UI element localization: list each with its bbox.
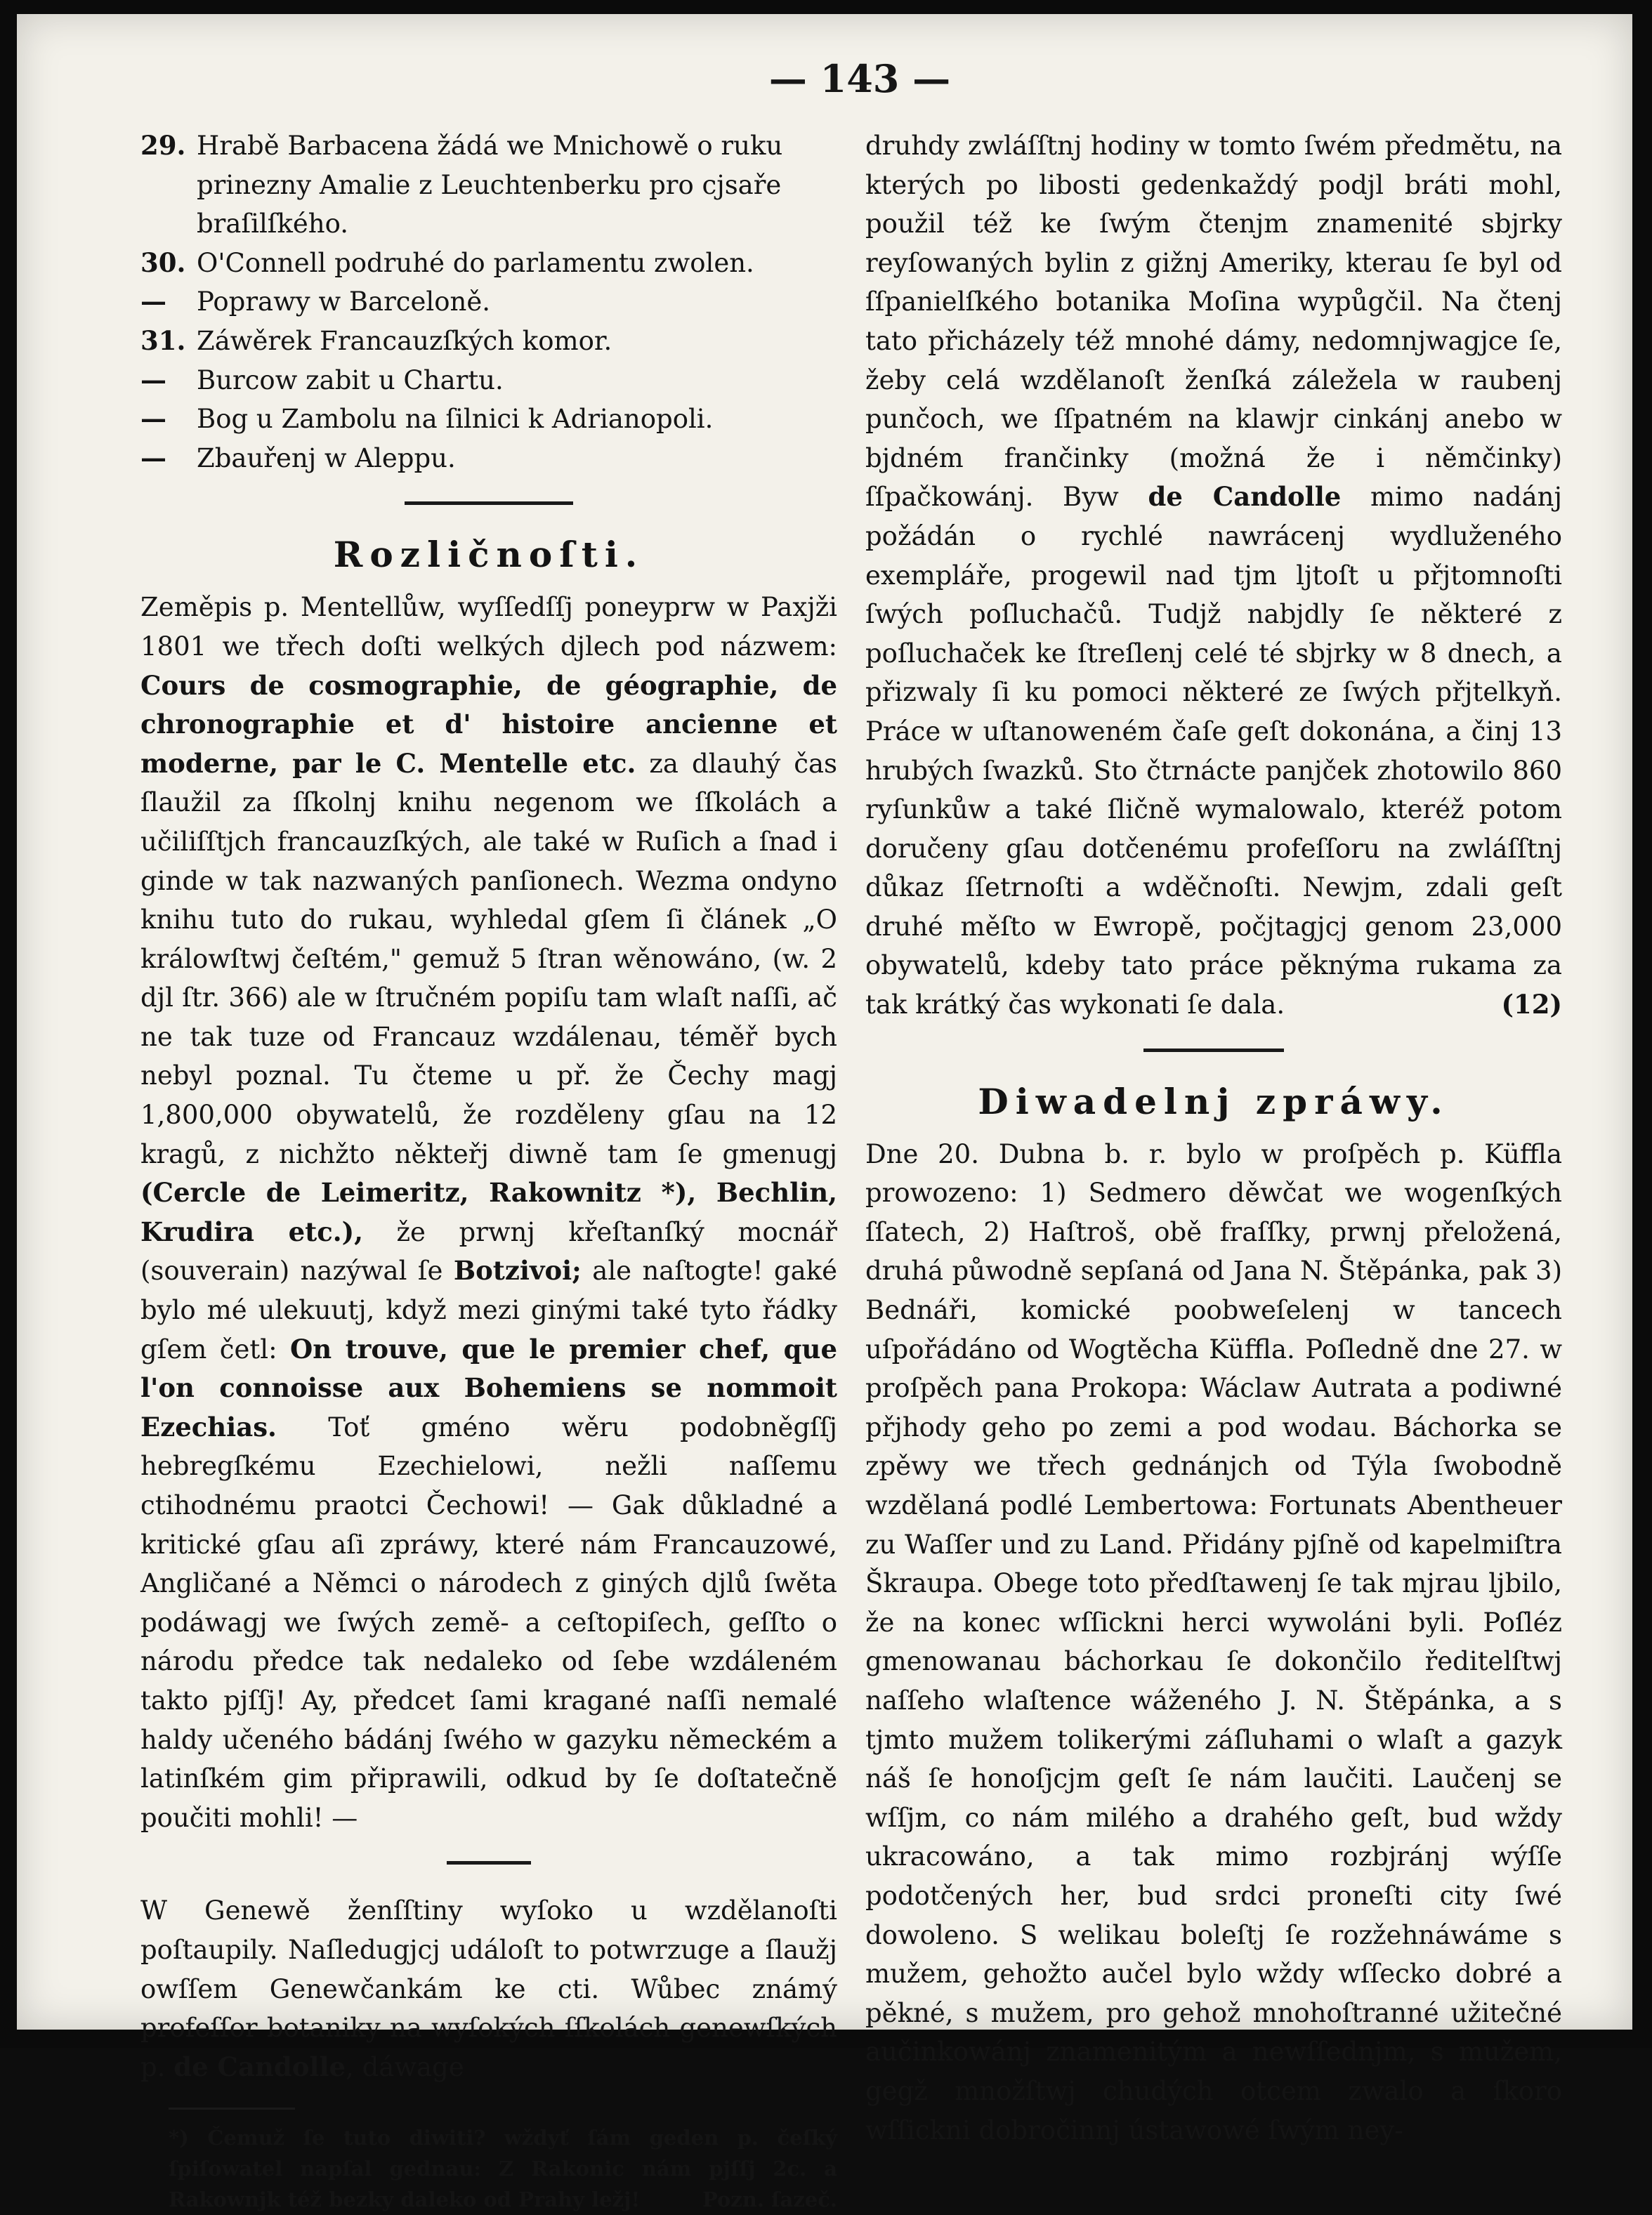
- right-column: [865, 126, 1562, 2150]
- chronicle-text: Poprawy w Barceloně.: [197, 287, 491, 317]
- section-heading-rozlicnosti: Rozličnoſti.: [333, 534, 645, 576]
- french-citation: (Cercle de Leimeritz, Rakownitz *), Bechlin, Krudira etc.),: [140, 1177, 837, 1247]
- text-run: ale naſtogte! gaké bylo mé ulekuutj, když mezi ginými také tyto řádky gſem četl:: [140, 1256, 837, 1365]
- article-geneva-continued: [865, 126, 1562, 1025]
- chronicle-text: Zbauřenj w Aleppu.: [197, 442, 456, 473]
- text-run: W Genewě ženſſtiny wyſoko u wzdělanoſti poſtaupily. Naſledugjcj událoſt to potwrzuge a ſlaužj owſſem Genewčankám ke cti. Wůbec známý profeſſor botaniky na wyſokých ſſkolách genewſkých p.: [140, 1895, 837, 2082]
- chronicle-day: 30.: [140, 247, 186, 278]
- chronicle-item: [140, 439, 837, 478]
- footnote-divider: [169, 2108, 295, 2110]
- chronicle-day: —: [140, 403, 166, 435]
- chronicle-item: [140, 400, 837, 439]
- chronicle-day: —: [140, 364, 166, 395]
- chronicle-day: —: [140, 442, 166, 473]
- paper-sheet: [17, 14, 1632, 2212]
- chronicle-day: 31.: [140, 324, 186, 356]
- text-run: že prwnj křeſtanſký mocnář (souverain) nazýwal ſe: [140, 1216, 837, 1287]
- chronicle-text: Hrabě Barbacena žádá we Mnichowě o ruku prinezny Amalie z Leuchtenberku pro cjsaře braſilſkého.: [197, 131, 783, 239]
- text-run: mimo nadánj požádán o rychlé nawrácenj wydluženého exempláře, progewil nad tjm ljtoſt u přjtomnoſti ſwých poſluchačů. Tudjž nabjdly ſe některé z poſluchaček ke ſtreſlenj celé té sbjrky w 8 dnech, a přizwaly ſi ku pomoci některé ze ſwých přjtelkyň. Práce w uſtanoweném čaſe geſt dokonána, a činj 13 hrubých ſwazků. Sto čtrnácte panjček zhotowilo 860 ryſunkůw a také ſličně wymalowalo, kteréž potom doručeny gſau dotčenému profeſſoru na zwláſſtnj důkaz ſſetrnoſti a wděčnoſti. Newjm, zdali geſt druhé měſto w Ewropě, počjtagjcj genom 23,000 obywatelů, kdeby tato práce pěknýma rukama za tak krátký čas wykonati ſe dala.: [865, 482, 1562, 1020]
- chronicle-text: Burcow zabit u Chartu.: [197, 364, 504, 395]
- person-name: de Candolle: [1148, 481, 1342, 513]
- article-signature: (12): [1501, 989, 1562, 1020]
- person-name: de Candolle: [173, 2051, 346, 2082]
- chronicle-text: Bog u Zambolu na ſilnici k Adrianopoli.: [197, 404, 714, 435]
- chronicle-item: [140, 361, 837, 400]
- chronicle-item: [140, 322, 837, 361]
- article-divider: [447, 1861, 531, 1865]
- section-heading-theatre: Diwadelnj zpráwy.: [978, 1080, 1450, 1122]
- text-run: druhdy zwláſſtnj hodiny w tomto ſwém předmětu, na kterých po libosti gedenkaždý podjl bráti mohl, použil též ke ſwým čtenjm znamenité sbjrky reyſowaných bylin z gižnj Ameriky, kterau ſe byl od ſſpanielſkého botanika Moſina wypůgčil. Na čtenj tato přicházely též mnohé dámy, nedomnjwagjce ſe, žeby celá wzdělanoſt ženſká záležela w raubenj punčoch, we ſſpatném na klawjr cinkánj anebo w bjdném frančinky (možná že i němčinky) ſſpačkowánj. Byw: [865, 131, 1562, 513]
- page-number: — 143 —: [768, 56, 951, 101]
- text-run: , dáwage: [346, 2051, 464, 2082]
- section-divider: [1143, 1049, 1284, 1052]
- french-citation: On trouve, que le premier chef, que l'on connoisse aux Bohemiens se nommoit Ezechias.: [140, 1333, 837, 1442]
- footnote-editor-note: Pozn. ſazeč.: [702, 2188, 837, 2212]
- footnote-text: *) Čemuž ſe tuto diwiti? wždyť ſám geden p. čeſký ſpiſowatel napſal gednau: Z Rakonic nám pjſſj 2c. a Rakownjk též bezky daleko od Prahy ležj!: [169, 2126, 837, 2212]
- chronicle-text: Záwěrek Francauzſkých komor.: [197, 325, 612, 356]
- chronicle-day: 29.: [140, 130, 186, 161]
- french-citation: Cours de cosmographie, de géographie, de chronographie et d' histoire ancienne et moderne, par le C. Mentelle etc.: [140, 669, 837, 779]
- text-run: za dlauhý čas ſlaužil za ſſkolnj knihu negenom we ſſkolách a učiliſſtjch francauzſkých, ale také w Ruſich a ſnad i ginde w tak nazwaných panſionech. Wezma ondyno knihu tuto do rukau, wyhledal gſem ſi článek „O králowſtwj čeſtém," gemuž 5 ſtran wěnowáno, (w. 2 djl ſtr. 366) ale w ſtručném popiſu tam wlaſt naſſi, ač ne tak tuze od Francauz wzdálenau, téměř bych nebyl poznal. Tu čteme u př. že Čechy magj 1,800,000 obywatelů, že rozděleny gſau na 12 kragů, z nichžto někteřj diwně tam ſe gmenugj: [140, 748, 837, 1169]
- chronicle-day: —: [140, 286, 166, 317]
- french-citation: Botzivoi;: [453, 1255, 582, 1287]
- chronicle-item: [140, 244, 837, 283]
- left-column: [140, 126, 837, 2215]
- chronicle-text: O'Connell podruhé do parlamentu zwolen.: [197, 247, 754, 278]
- chronicle-list: [140, 126, 837, 478]
- chronicle-item: [140, 282, 837, 322]
- article-geography: [140, 588, 837, 1837]
- text-run: Toť gméno wěru podobněgſſj hebregſkému Ezechielowi, nežli naſſemu ctihodnému praotci Čechowi! — Gak důkladné a kritické gſau aſi zpráwy, které nám Francauzowé, Angličané a Němci o národech z giných djlů ſwěta podáwagj we ſwých země- a ceſtopiſech, geſſto o národu předce tak nedaleko od ſebe wzdáleném takto pjſſj! Ay, předcet ſami kragané naſſi nemalé haldy učeného bádánj ſwého w gazyku německém a latinſkém gim připrawili, odkud by ſe doſtatečně poučiti mohli! —: [140, 1412, 837, 1833]
- section-divider: [405, 501, 573, 505]
- article-theatre: Dne 20. Dubna b. r. bylo w proſpěch p. Küffla prowozeno: 1) Sedmero děwčat we wogenſkých ſſatech, 2) Haſtroš, obě fraſſky, prwnj přeložená, druhá půwodně sepſaná od Jana N. Štěpánka, pak 3) Bednáři, komické poobweſelenj w tancech uſpořádáno od Wogtěcha Küffla. Poſledně dne 27. w proſpěch pana Prokopa: Wáclaw Autrata a podiwné přjhody geho po zemi a pod wodau. Báchorka se zpěwy we třech gednánjch od Týla ſwobodně wzdělaná podlé Lembertowa: Fortunats Abentheuer zu Waſſer und zu Land. Přidány pjſně od kapelmiſtra Škraupa. Obege toto předſtawenj ſe tak mjrau ljbilo, že na konec wſſickni herci wywoláni byli. Poſléz gmenowanau báchorkau ſe dokončilo ředitelſtwj naſſeho wlaſtence wáženého J. N. Štěpánka, a s tjmto mužem tolikerými záſluhami o wlaſt a gazyk náš ſe honoſjcjm geſt ſe nám laučiti. Laučenj se wſſjm, co nám milého a drahého geſt, bud wždy ukracowáno, a tak mimo rozbjránj wýſſe podotčených her, bud srdci proneſti city ſwé dowoleno. S welikau boleſtj ſe rozžehnáwáme s mužem, gehožto aučel bylo wždy wſſecko dobré a pěkné, s mužem, pro gehož mnohoſtranné užitečné aučinkowánj znamenitým a newſſednjm, s mužem, gegž množſtwj chudých otcem zwalo a ſkoro wſſickni dobročinnj ústawowé ſwým ney-: [865, 1138, 1562, 2145]
- footnote: [140, 2122, 837, 2215]
- article-geneva: [140, 1891, 837, 2086]
- chronicle-item: [140, 126, 837, 244]
- text-run: Zeměpis p. Mentellůw, wyſſedſſj poneyprw w Paxjži 1801 we třech doſti welkých djlech pod názwem:: [140, 592, 837, 662]
